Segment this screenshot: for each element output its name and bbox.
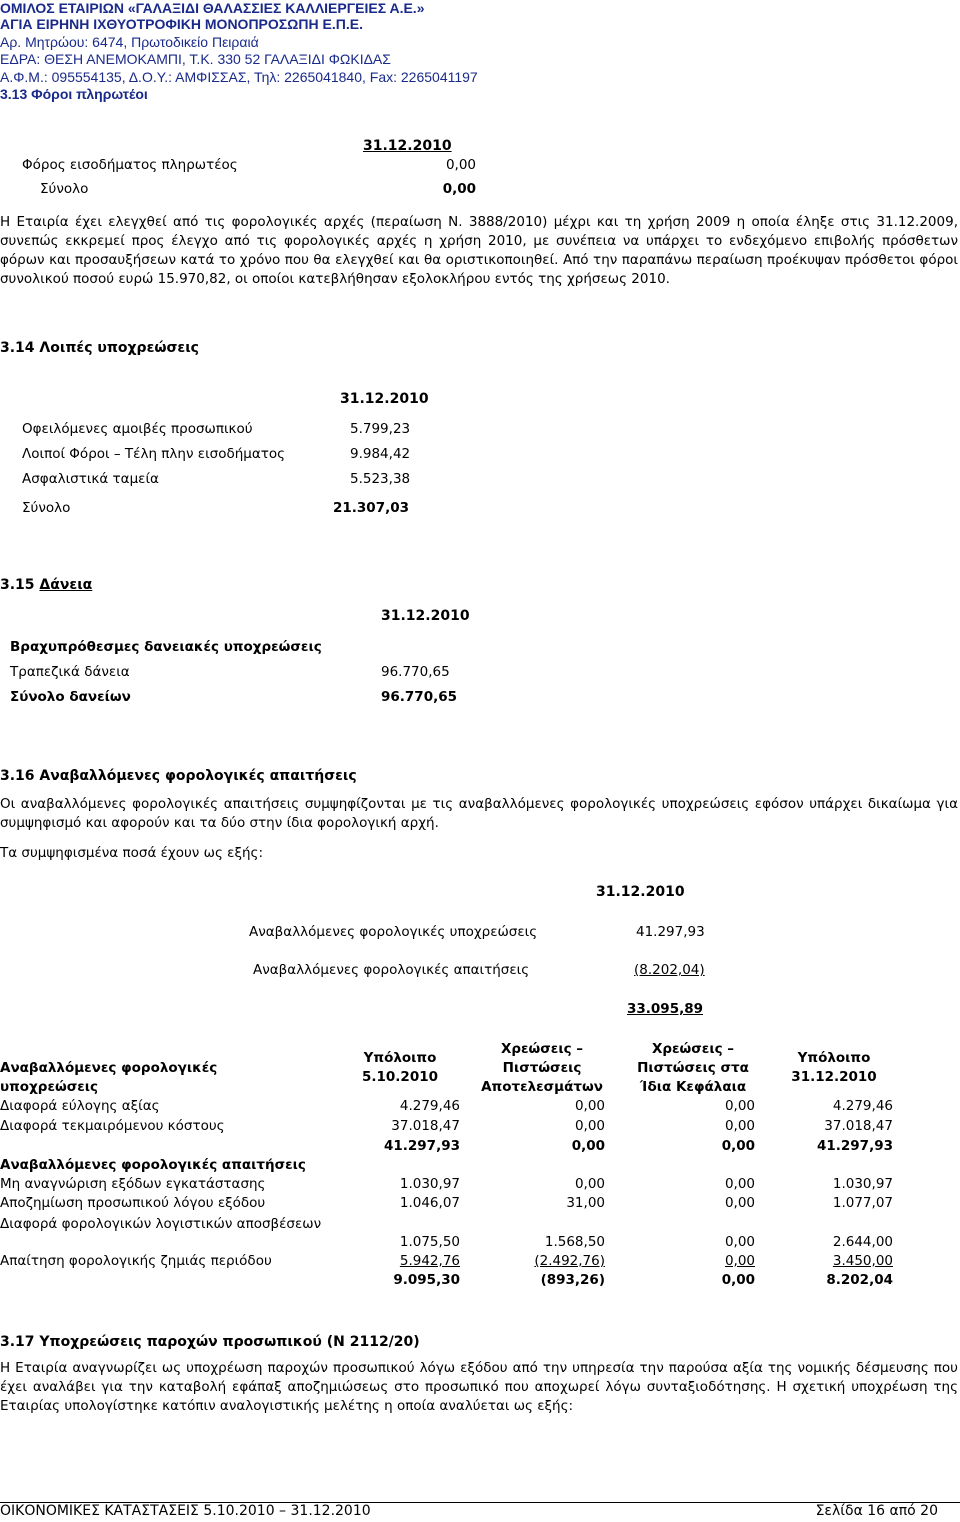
s316-asset-total-cell: 0,00: [721, 1272, 755, 1288]
s316-asset-row-label: Αποζημίωση προσωπικού λόγου εξόδου: [0, 1195, 266, 1211]
s316-cell: 4.279,46: [832, 1098, 893, 1114]
s316-cell: 3.450,00: [832, 1253, 893, 1269]
s316-cell: 31,00: [566, 1195, 605, 1211]
s313-date-header: 31.12.2010: [363, 138, 452, 154]
s316-date-header: 31.12.2010: [596, 884, 685, 900]
s316-cell: 0,00: [724, 1176, 755, 1192]
s314-row-label: Ασφαλιστικά ταμεία: [22, 471, 159, 487]
s316-cell: 0,00: [724, 1098, 755, 1114]
s316-liab-total-cell: 0,00: [571, 1138, 605, 1154]
s316-cell: 0,00: [574, 1098, 605, 1114]
tax-contact-info: Α.Φ.Μ.: 095554135, Δ.Ο.Υ.: ΑΜΦΙΣΣΑΣ, Τηλ: 2265041840, Fax: 2265041197: [0, 69, 478, 85]
s317-benefits-paragraph: Η Εταιρία αναγνωρίζει ως υποχρέωση παροχών προσωπικού λόγω εξόδου από την υπηρεσία την παρούσα αξία της νομικής δέσμευσης που έχει αναλάβει για την καταβολή εφάπαξ αποζημιώσεως στο προσωπικό που αποχωρεί λόγω συνταξιοδότησης. Η σχετική υποχρέωση της Εταιρίας υπολογίστηκε κατόπιν αναλογιστικής μελέτης η οποία αναλύεται ως εξής:: [0, 1360, 958, 1414]
s315-title-number: 3.15: [0, 577, 40, 593]
s316-cell: 4.279,46: [399, 1098, 460, 1114]
s316-cell: 0,00: [574, 1176, 605, 1192]
s316-liab-total-cell: 41.297,93: [816, 1138, 893, 1154]
s316-cell: 1.077,07: [832, 1195, 893, 1211]
s316-cell: 0,00: [724, 1234, 755, 1250]
s316-offset-paragraph: Οι αναβαλλόμενες φορολογικές απαιτήσεις συμψηφίζονται με τις αναβαλλόμενες φορολογικές υποχρεώσεις εφόσον υπάρχει δικαίωμα για συμψηφισμό και αφορούν και τα δύο στην ίδια φορολογική αρχή.: [0, 796, 958, 831]
s316-cell: 0,00: [724, 1253, 755, 1269]
s316-cell: 37.018,47: [391, 1118, 460, 1134]
s316-net-value: 41.297,93: [636, 924, 705, 940]
s316-cell: 5.942,76: [399, 1253, 460, 1269]
s316-asset-total-cell: 9.095,30: [393, 1272, 460, 1288]
s316-col-header: Υπόλοιπο 31.12.2010: [791, 1050, 877, 1085]
s316-liab-row-label: Διαφορά τεκμαιρόμενου κόστους: [0, 1118, 225, 1134]
company-group-name: ΟΜΙΛΟΣ ΕΤΑΙΡΙΩΝ «ΓΑΛΑΞΙΔΙ ΘΑΛΑΣΣΙΕΣ ΚΑΛΛΙΕΡΓΕΙΕΣ Α.Ε.»: [0, 0, 425, 16]
s316-table-head-label: Αναβαλλόμενες φορολογικές υποχρεώσεις: [0, 1060, 218, 1095]
section-title-314: 3.14 Λοιπές υποχρεώσεις: [0, 340, 199, 356]
s315-subheading: Βραχυπρόθεσμες δανειακές υποχρεώσεις: [10, 639, 322, 655]
s313-total-label: Σύνολο: [40, 181, 89, 197]
s316-cell: 0,00: [574, 1118, 605, 1134]
s316-cell: 1.030,97: [399, 1176, 460, 1192]
s316-asset-row-label: Απαίτηση φορολογικής ζημιάς περιόδου: [0, 1253, 272, 1269]
s316-cell: 0,00: [724, 1118, 755, 1134]
s316-net-label: Αναβαλλόμενες φορολογικές υποχρεώσεις: [249, 924, 538, 940]
s316-liab-row-label: Διαφορά εύλογης αξίας: [0, 1098, 160, 1114]
s316-asset-row-label: Μη αναγνώριση εξόδων εγκατάστασης: [0, 1176, 266, 1192]
s316-cell: 37.018,47: [824, 1118, 893, 1134]
s316-net-value: (8.202,04): [634, 962, 705, 978]
company-name: ΑΓΙΑ ΕΙΡΗΝΗ ΙΧΘΥΟΤΡΟΦΙΚΗ ΜΟΝΟΠΡΟΣΩΠΗ Ε.Π.Ε.: [0, 16, 363, 32]
s316-cell: 1.046,07: [399, 1195, 460, 1211]
s315-date-header: 31.12.2010: [381, 608, 470, 624]
s314-date-header: 31.12.2010: [340, 391, 429, 407]
footer-page-number: Σελίδα 16 από 20: [815, 1503, 938, 1519]
s316-net-total: 33.095,89: [627, 1001, 704, 1017]
s316-cell: 1.030,97: [832, 1176, 893, 1192]
s313-total-value: 0,00: [442, 181, 476, 197]
footer-statement-title: ΟΙΚΟΝΟΜΙΚΕΣ ΚΑΤΑΣΤΑΣΕΙΣ 5.10.2010 – 31.12.2010: [0, 1503, 371, 1519]
s316-liab-total-cell: 0,00: [721, 1138, 755, 1154]
s316-intro-text: Τα συμψηφισμένα ποσά έχουν ως εξής:: [0, 845, 264, 861]
s316-col-header: Χρεώσεις – Πιστώσεις Αποτελεσμάτων: [481, 1041, 603, 1095]
s315-total-value: 96.770,65: [381, 689, 458, 705]
s316-cell: 1.568,50: [544, 1234, 605, 1250]
s313-tax-audit-paragraph: Η Εταιρία έχει ελεγχθεί από τις φορολογικές αρχές (περαίωση Ν. 3888/2010) μέχρι και τη χρήση 2009 η οποία έληξε στις 31.12.2009, συνεπώς εκκρεμεί προς έλεγχο από τις φορολογικές αρχές η χρήση 2010, με συνέπεια να υπάρχει το ενδεχόμενο επιβολής πρόσθετων φόρων και προσαυξήσεων κατά το χρόνο που θα ελεγχθεί και θα οριστικοποιηθεί. Από την παραπάνω περαίωση προέκυψαν πρόσθετοι φόροι συνολικού ποσού ευρώ 15.970,82, οι οποίοι κατεβλήθησαν εξολοκλήρου εντός της χρήσεως 2010.: [0, 214, 958, 287]
s314-total-label: Σύνολο: [22, 500, 71, 516]
s316-asset-row-label: Διαφορά φορολογικών λογιστικών αποσβέσεων: [0, 1216, 322, 1232]
s316-liab-total-cell: 41.297,93: [383, 1138, 460, 1154]
s316-col-header: Υπόλοιπο 5.10.2010: [361, 1050, 438, 1085]
s316-asset-total-cell: (893,26): [540, 1272, 605, 1288]
section-title-315: [0, 577, 92, 593]
s316-cell: 1.075,50: [399, 1234, 460, 1250]
section-title-317: 3.17 Υποχρεώσεις παροχών προσωπικού (Ν 2112/20): [0, 1334, 420, 1350]
s314-row-label: Λοιποί Φόροι – Τέλη πλην εισοδήματος: [22, 446, 286, 462]
s314-total-value: 21.307,03: [333, 500, 410, 516]
registry-number: Αρ. Μητρώου: 6474, Πρωτοδικείο Πειραιά: [0, 34, 259, 50]
s313-income-tax-label: Φόρος εισοδήματος πληρωτέος: [22, 157, 238, 173]
s316-net-label: Αναβαλλόμενες φορολογικές απαιτήσεις: [253, 962, 530, 978]
s316-cell: 2.644,00: [832, 1234, 893, 1250]
s315-total-label: Σύνολο δανείων: [10, 689, 131, 705]
s314-row-value: 9.984,42: [350, 446, 411, 462]
s314-row-label: Οφειλόμενες αμοιβές προσωπικού: [22, 421, 253, 437]
s315-bank-loans-value: 96.770,65: [381, 664, 450, 680]
s313-income-tax-value: 0,00: [445, 157, 476, 173]
s316-cell: (2.492,76): [534, 1253, 605, 1269]
s316-col-header: Χρεώσεις – Πιστώσεις στα Ίδια Κεφάλαια: [637, 1041, 749, 1095]
s315-title-word: Δάνεια: [39, 577, 93, 593]
company-address: ΕΔΡΑ: ΘΕΣΗ ΑΝΕΜΟΚΑΜΠΙ, Τ.Κ. 330 52 ΓΑΛΑΞΙΔΙ ΦΩΚΙΔΑΣ: [0, 51, 391, 67]
s314-row-value: 5.799,23: [350, 421, 411, 437]
s315-bank-loans-label: Τραπεζικά δάνεια: [10, 664, 130, 680]
section-title-316: 3.16 Αναβαλλόμενες φορολογικές απαιτήσεις: [0, 768, 357, 784]
section-title-313: 3.13 Φόροι πληρωτέοι: [0, 86, 148, 102]
s316-asset-total-cell: 8.202,04: [826, 1272, 893, 1288]
s314-row-value: 5.523,38: [350, 471, 411, 487]
s316-assets-head: Αναβαλλόμενες φορολογικές απαιτήσεις: [0, 1157, 306, 1173]
s316-cell: 0,00: [724, 1195, 755, 1211]
